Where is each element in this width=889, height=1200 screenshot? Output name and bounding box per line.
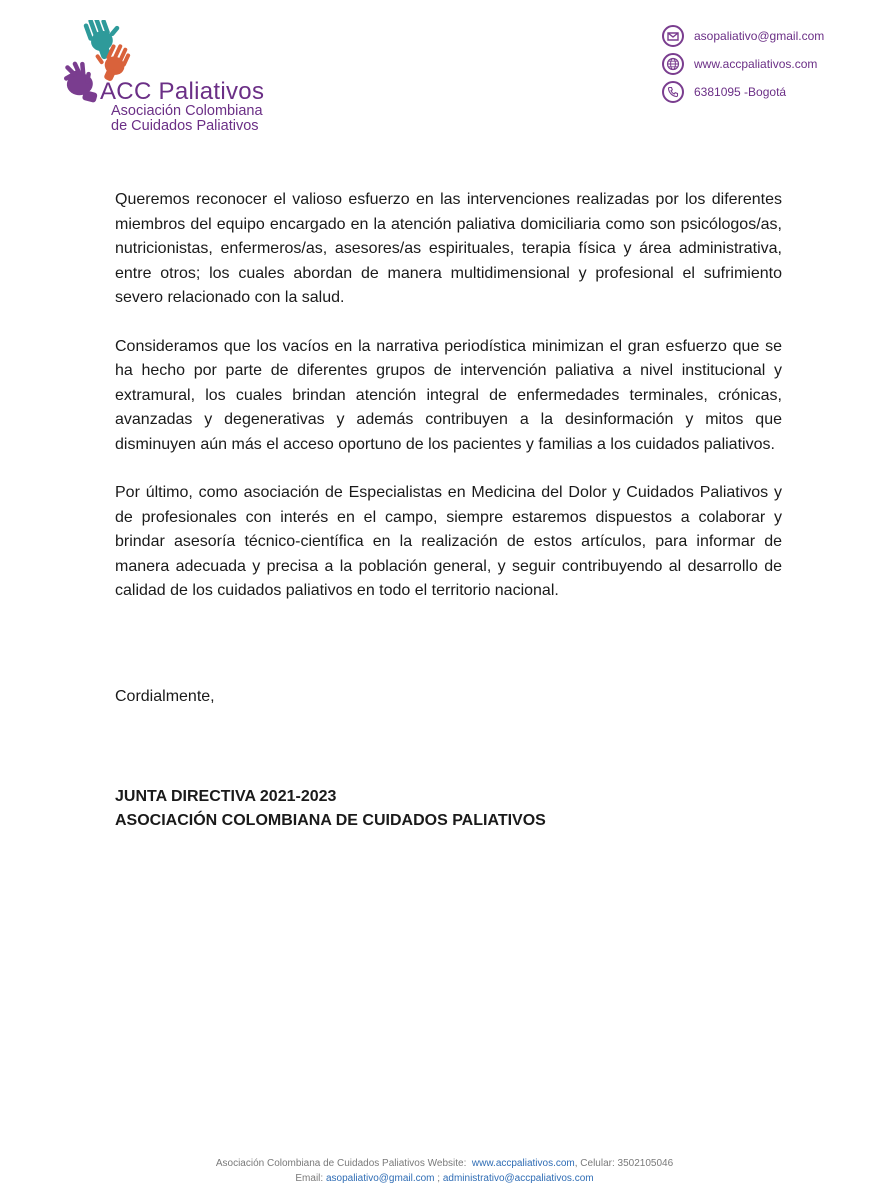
- footer-org-text: Asociación Colombiana de Cuidados Paliativos Website:: [215, 1158, 467, 1169]
- contact-website-text: www.accpaliativos.com: [694, 57, 818, 71]
- contact-email[interactable]: [662, 22, 872, 50]
- envelope-icon: [662, 25, 684, 47]
- logo-subtitle: [111, 104, 263, 134]
- signature-block: [115, 785, 546, 833]
- contact-email-text: asopaliativo@gmail.com: [694, 29, 825, 43]
- footer-separator: ;: [434, 1173, 443, 1184]
- letter-body: [115, 188, 782, 628]
- phone-icon: [662, 81, 684, 103]
- signature-line1: JUNTA DIRECTIVA 2021-2023: [115, 788, 337, 805]
- contact-phone-text: 6381095 -Bogotá: [694, 85, 787, 99]
- footer-email-label: Email:: [295, 1173, 324, 1184]
- letterhead: [0, 0, 889, 150]
- footer-line2: [0, 1171, 889, 1186]
- footer-phone-text: , Celular: 3502105046: [574, 1158, 674, 1169]
- paragraph-2: Consideramos que los vacíos en la narrativa periodística minimizan el gran esfuerzo que se ha hecho por parte de diferentes grupos de intervención paliativa a nivel institucional y extramural, los cuales brindan atención integral de enfermedades terminales, crónicas, avanzadas y degenerativas y además contribuyen a la desinformación y mitos que disminuyen aún más el acceso oportuno de los pacientes y familias a los cuidados paliativos.: [115, 337, 782, 453]
- contact-website[interactable]: [662, 50, 872, 78]
- globe-icon: [662, 53, 684, 75]
- contact-phone[interactable]: [662, 78, 872, 106]
- logo-title: ACC Paliativos: [100, 78, 265, 105]
- signature-line2: ASOCIACIÓN COLOMBIANA DE CUIDADOS PALIATIVOS: [115, 812, 546, 829]
- paragraph-3: Por último, como asociación de Especialistas en Medicina del Dolor y Cuidados Paliativos y de profesionales con interés en el campo, siempre estaremos dispuestos a colaborar y brindar asesoría técnico-científica en la realización de estos artículos, para informar de manera adecuada y precisa a la población general, y seguir contribuyendo al desarrollo de calidad de los cuidados paliativos en todo el territorio nacional.: [115, 484, 782, 599]
- logo-subtitle-line1: Asociación Colombiana: [111, 103, 263, 119]
- footer-website-link[interactable]: www.accpaliativos.com: [471, 1158, 575, 1169]
- closing-salutation: Cordialmente,: [115, 688, 215, 705]
- contact-block: [662, 22, 872, 106]
- page-footer: [0, 1156, 889, 1186]
- logo-subtitle-line2: de Cuidados Paliativos: [111, 118, 259, 134]
- footer-email2-link[interactable]: administrativo@accpaliativos.com: [442, 1173, 594, 1184]
- footer-line1: [0, 1156, 889, 1171]
- footer-email1-link[interactable]: asopaliativo@gmail.com: [325, 1173, 435, 1184]
- paragraph-1: Queremos reconocer el valioso esfuerzo en las intervenciones realizadas por los diferentes miembros del equipo encargado en la atención paliativa domiciliaria como son psicólogos/as, nutricionistas, enfermeros/as, asesores/as espirituales, terapia física y área administrativa, entre otros; los cuales abordan de manera multidimensional y profesional el sufrimiento severo relacionado con la salud.: [115, 191, 782, 306]
